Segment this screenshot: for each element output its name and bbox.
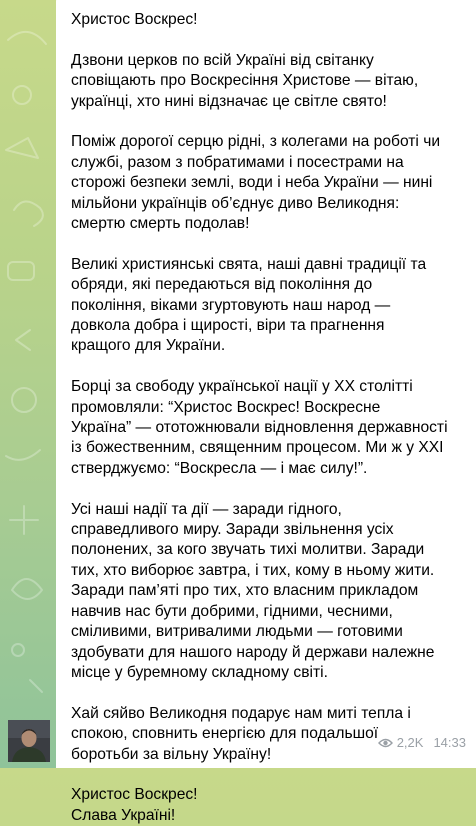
channel-post-bubble[interactable] — [56, 0, 476, 824]
message-time: 14:33 — [433, 735, 466, 750]
views-counter — [378, 735, 424, 750]
eye-icon — [378, 738, 393, 748]
post-paragraph: Усі наші надії та дії — заради гідного, справедливого миру. Заради звільнення усіх полонених, за кого звучать тихі молитви. Заради тих, хто виборює завтра, і тих, кому в ньому жити. Заради пам’яті про тих, хто власним прикладом навчив нас бути добрими, гідними, чесними, сміливими, витривалими людьми — готовими здобувати для нашого народу й держави належне місце у буремному складному світі. — [71, 500, 435, 681]
post-paragraph: Хай сяйво Великодня подарує нам миті тепла і спокою, сповнить енергією для подальшої боротьби за вільну Україну! — [71, 704, 411, 763]
views-count: 2,2K — [396, 735, 424, 750]
post-paragraph: Великі християнські свята, наші давні традиції та обряди, які передаються від покоління до покоління, віками згуртовують наш народ — довкола добра і щирості, віри та прагнення кращого для України. — [71, 255, 427, 355]
channel-avatar[interactable] — [8, 720, 50, 762]
post-paragraph: Христос Воскрес! — [71, 11, 198, 28]
post-paragraph: Поміж дорогої серцю рідні, з колегами на роботі чи службі, разом з побратимами і посестрами на сторожі безпеки землі, води і неба України — нині мільйони українців об’єднує диво Великодня: смертю смерть подолав! — [71, 133, 441, 233]
message-meta — [378, 735, 466, 750]
post-paragraph: Христос Воскрес! Слава Україні! — [71, 786, 198, 824]
post-paragraph: Борці за свободу української нації у ХХ столітті промовляли: “Христос Воскрес! Воскресне Україна” — ототожнювали відновлення державності із божественним, священним процесом. Ми ж у ХХІ стверджуємо: “Воскресла — і має силу!”. — [71, 378, 448, 477]
avatar-photo — [8, 720, 50, 762]
post-paragraph: Дзвони церков по всій Україні від світанку сповіщають про Воскресіння Христове — вітаю, українці, хто нині відзначає це світле свято! — [71, 51, 419, 110]
